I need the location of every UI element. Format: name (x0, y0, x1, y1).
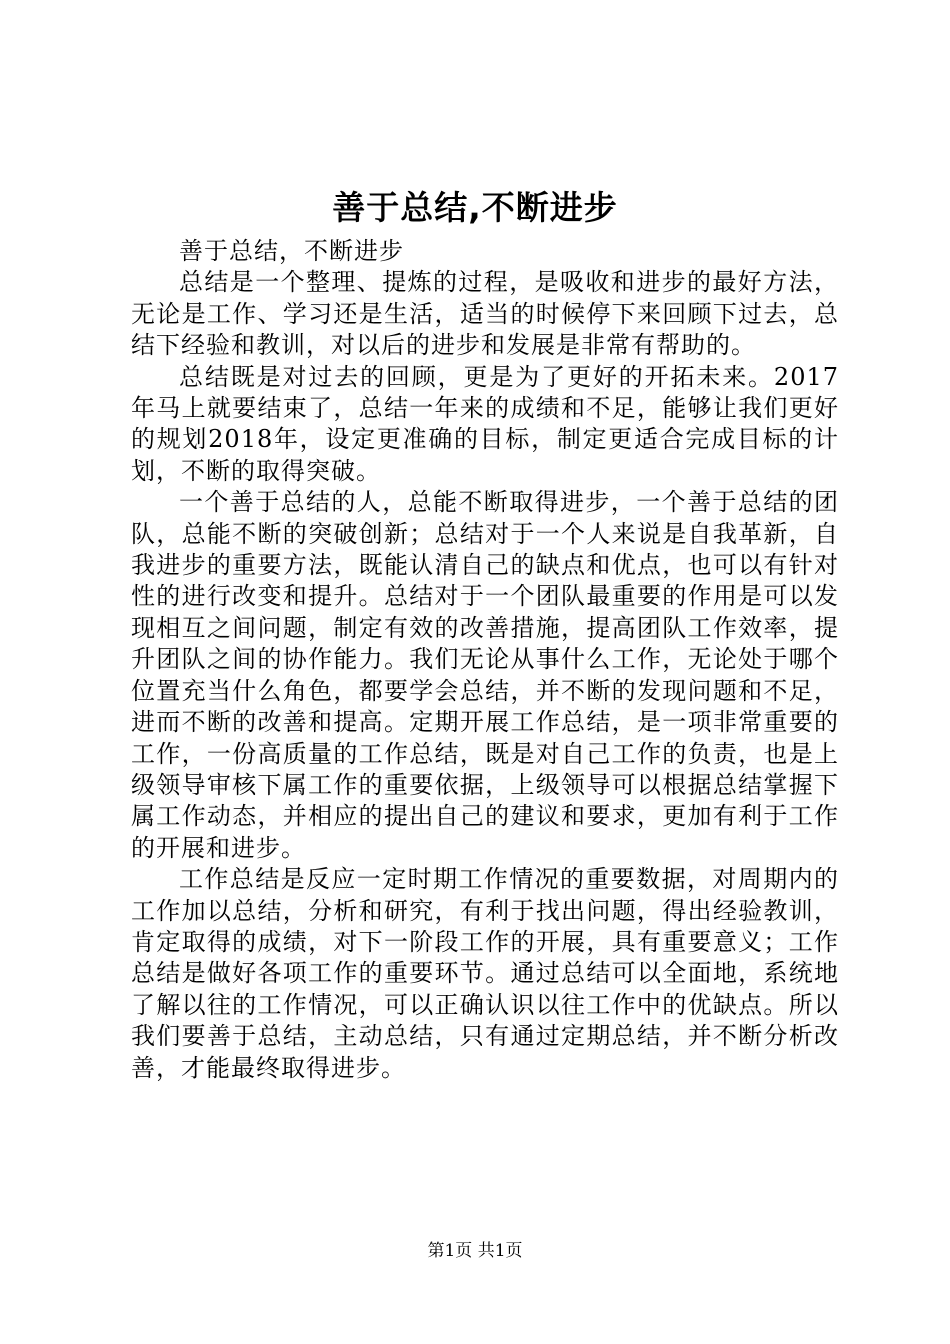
document-body (131, 236, 839, 1084)
body-paragraph: 一个善于总结的人，总能不断取得进步，一个善于总结的团队，总能不断的突破创新；总结对于一个人来说是自我革新，自我进步的重要方法，既能认清自己的缺点和优点，也可以有针对性的进行改变和提升。总结对于一个团队最重要的作用是可以发现相互之间问题，制定有效的改善措施，提高团队工作效率，提升团队之间的协作能力。我们无论从事什么工作，无论处于哪个位置充当什么角色，都要学会总结，并不断的发现问题和不足，进而不断的改善和提高。定期开展工作总结，是一项非常重要的工作，一份高质量的工作总结，既是对自己工作的负责，也是上级领导审核下属工作的重要依据，上级领导可以根据总结掌握下属工作动态，并相应的提出自己的建议和要求，更加有利于工作的开展和进步。 (131, 488, 839, 862)
page-footer: 第1页 共1页 (427, 1241, 523, 1261)
body-paragraph: 工作总结是反应一定时期工作情况的重要数据，对周期内的工作加以总结，分析和研究，有利于找出问题，得出经验教训，肯定取得的成绩，对下一阶段工作的开展，具有重要意义；工作总结是做好各项工作的重要环节。通过总结可以全面地，系统地了解以往的工作情况，可以正确认识以往工作中的优缺点。所以我们要善于总结，主动总结，只有通过定期总结，并不断分析改善，才能最终取得进步。 (131, 865, 839, 1082)
body-paragraph: 总结既是对过去的回顾，更是为了更好的开拓未来。2017年马上就要结束了，总结一年来的成绩和不足，能够让我们更好的规划2018年，设定更准确的目标，制定更适合完成目标的计划，不断的取得突破。 (131, 362, 839, 485)
subtitle-paragraph: 善于总结，不断进步 (179, 237, 404, 265)
document-title: 善于总结,不断进步 (332, 188, 618, 227)
body-paragraph: 总结是一个整理、提炼的过程，是吸收和进步的最好方法，无论是工作、学习还是生活，适当的时候停下来回顾下过去，总结下经验和教训，对以后的进步和发展是非常有帮助的。 (131, 268, 839, 360)
